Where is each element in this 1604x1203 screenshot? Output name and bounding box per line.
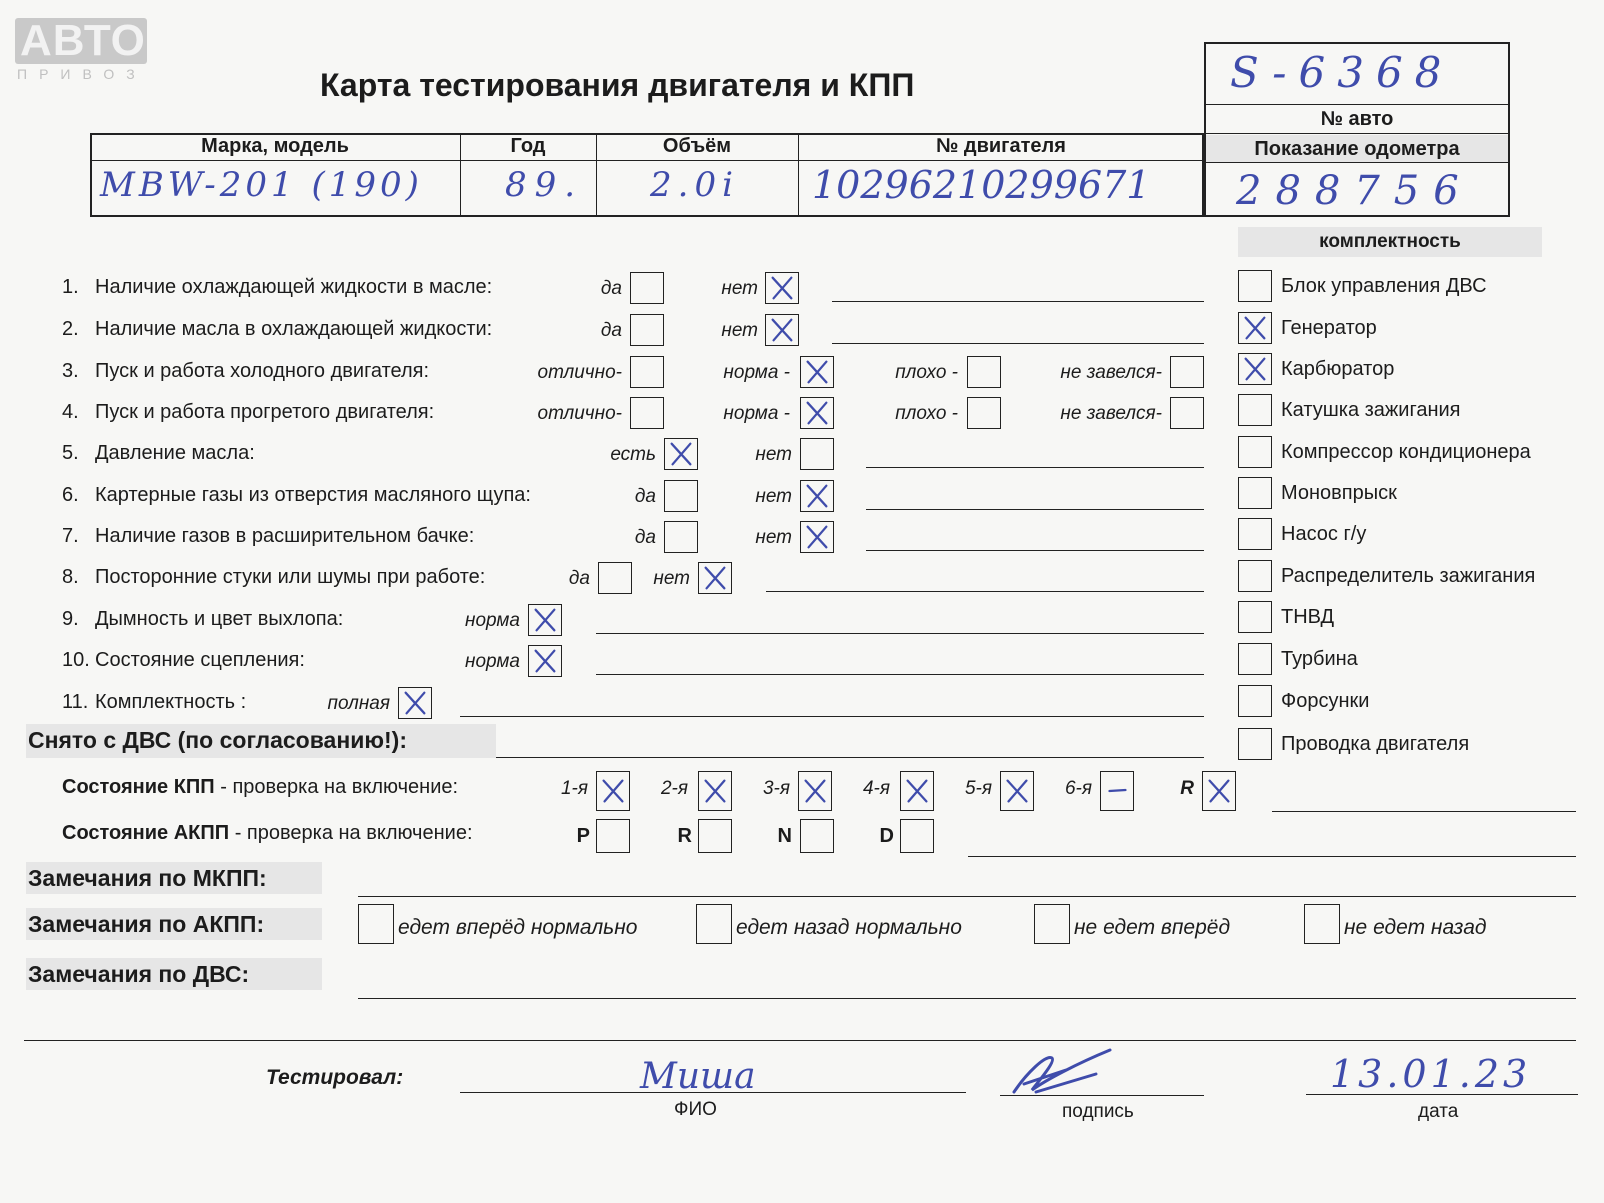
check-11-label: Комплектность : [95, 691, 247, 713]
check-2-notes-line [832, 343, 1204, 344]
check-4-checkbox[interactable] [800, 397, 834, 429]
check-4-option-label: норма - [723, 403, 790, 424]
col-header-year: Год [510, 135, 546, 157]
check-5-checkbox[interactable] [800, 438, 834, 470]
kpp-gear-checkbox[interactable] [1100, 771, 1134, 811]
check-3-label: Пуск и работа холодного двигателя: [95, 360, 430, 382]
check-11-number: 11. [62, 691, 89, 713]
akpp-remark-checkbox[interactable] [1034, 904, 1070, 944]
akpp-remark-option-label: не едет вперёд [1074, 916, 1231, 939]
akpp-remark-option-label: едет вперёд нормально [398, 916, 638, 939]
kit-item-label: Компрессор кондиционера [1281, 441, 1531, 463]
check-8-notes-line [766, 591, 1204, 592]
kit-item-label: Генератор [1281, 317, 1377, 339]
remarks-akpp-label: Замечания по АКПП: [28, 911, 265, 937]
akpp-mode-label: R [677, 825, 692, 847]
check-4-checkbox[interactable] [1170, 397, 1204, 429]
akpp-remark-checkbox[interactable] [696, 904, 732, 944]
kit-checkbox[interactable] [1238, 601, 1272, 633]
check-6-option-label: да [634, 486, 656, 507]
kpp-gear-label: 1-я [560, 778, 588, 799]
name-caption: ФИО [674, 1099, 717, 1120]
check-11-option-label: полная [327, 693, 390, 714]
check-7-checkbox[interactable] [664, 521, 698, 553]
check-6-checkbox[interactable] [664, 480, 698, 512]
kit-title: комплектность [1319, 231, 1461, 252]
kit-item-label: Турбина [1281, 648, 1358, 670]
check-3-option-label: не завелся- [1060, 362, 1162, 383]
year-value: 89. [505, 165, 584, 205]
remarks-mkpp-line [358, 896, 1576, 897]
kpp-gear-label: 3-я [762, 778, 790, 799]
check-1-checkbox[interactable] [765, 272, 799, 304]
check-6-checkbox[interactable] [800, 480, 834, 512]
kit-checkbox[interactable] [1238, 436, 1272, 468]
akpp-mode-checkbox[interactable] [800, 819, 834, 853]
check-3-option-label: норма - [723, 362, 790, 383]
check-4-label: Пуск и работа прогретого двигателя: [95, 401, 435, 423]
kit-checkbox[interactable] [1238, 270, 1272, 302]
kit-item-label: Насос г/у [1281, 523, 1367, 545]
kpp-gear-checkbox[interactable] [698, 771, 732, 811]
check-3-checkbox[interactable] [630, 356, 664, 388]
check-7-option-label: нет [755, 527, 792, 548]
kit-item-label: ТНВД [1281, 606, 1335, 628]
check-11-notes-line [460, 716, 1204, 717]
remarks-dvs-line [358, 998, 1576, 999]
check-2-label: Наличие масла в охлаждающей жидкости: [95, 318, 493, 340]
check-4-option-label: не завелся- [1060, 403, 1162, 424]
kpp-gear-checkbox[interactable] [798, 771, 832, 811]
col-header-engine-no: № двигателя [936, 135, 1066, 157]
check-3-number: 3. [62, 360, 79, 382]
check-3-option-label: отлично- [537, 362, 622, 383]
check-1-notes-line [832, 301, 1204, 302]
akpp-mode-label: D [879, 825, 894, 847]
check-8-checkbox[interactable] [698, 562, 732, 594]
akpp-mode-checkbox[interactable] [596, 819, 630, 853]
check-9-label: Дымность и цвет выхлопа: [95, 608, 344, 630]
kit-item-label: Катушка зажигания [1281, 399, 1461, 421]
check-10-checkbox[interactable] [528, 645, 562, 677]
check-5-option-label: есть [610, 444, 656, 465]
kit-item-label: Форсунки [1281, 690, 1370, 712]
check-3-checkbox[interactable] [967, 356, 1001, 388]
kit-item-label: Моновпрыск [1281, 482, 1397, 504]
akpp-mode-checkbox[interactable] [698, 819, 732, 853]
engine-no-value: 10296210299671 [812, 163, 1151, 207]
signature-caption: подпись [1062, 1101, 1134, 1122]
check-1-option-label: да [600, 278, 622, 299]
car-number-value: S-6368 [1230, 48, 1454, 97]
check-8-option-label: нет [653, 568, 690, 589]
check-2-checkbox[interactable] [630, 314, 664, 346]
check-5-option-label: нет [755, 444, 792, 465]
check-8-option-label: да [568, 568, 590, 589]
check-7-checkbox[interactable] [800, 521, 834, 553]
check-6-number: 6. [62, 484, 79, 506]
col-header-model: Марка, модель [201, 135, 349, 157]
check-5-number: 5. [62, 442, 79, 464]
check-6-label: Картерные газы из отверстия масляного щупа: [95, 484, 531, 506]
remarks-dvs-label: Замечания по ДВС: [28, 961, 250, 987]
volume-value: 2.0i [650, 165, 739, 205]
check-4-number: 4. [62, 401, 79, 423]
check-6-notes-line [866, 509, 1204, 510]
kit-checkbox[interactable] [1238, 394, 1272, 426]
akpp-mode-label: P [576, 825, 590, 847]
check-7-label: Наличие газов в расширительном бачке: [95, 525, 475, 547]
check-10-number: 10. [62, 649, 90, 671]
kpp-gear-checkbox[interactable] [900, 771, 934, 811]
check-8-number: 8. [62, 566, 79, 588]
check-7-number: 7. [62, 525, 79, 547]
removed-label: Снято с ДВС (по согласованию!): [28, 727, 407, 753]
check-10-notes-line [596, 674, 1204, 675]
check-10-option-label: норма [465, 651, 520, 672]
check-4-option-label: отлично- [537, 403, 622, 424]
tested-label: Тестировал: [266, 1066, 404, 1089]
check-2-option-label: нет [721, 320, 758, 341]
kit-item-label: Проводка двигателя [1281, 733, 1470, 755]
check-2-number: 2. [62, 318, 79, 340]
check-1-label: Наличие охлаждающей жидкости в масле: [95, 276, 493, 298]
odometer-value: 288756 [1236, 168, 1473, 214]
akpp-mode-checkbox[interactable] [900, 819, 934, 853]
kit-checkbox[interactable] [1238, 728, 1272, 760]
check-10-label: Состояние сцепления: [95, 649, 305, 671]
kpp-gear-label: 5-я [964, 778, 992, 799]
remarks-mkpp-label: Замечания по МКПП: [28, 865, 267, 891]
kpp-gear-checkbox[interactable] [596, 771, 630, 811]
akpp-remark-checkbox[interactable] [1304, 904, 1340, 944]
check-3-option-label: плохо - [895, 362, 958, 383]
check-4-checkbox[interactable] [967, 397, 1001, 429]
kit-checkbox[interactable] [1238, 312, 1272, 344]
form-title: Карта тестирования двигателя и КПП [320, 67, 915, 103]
check-2-checkbox[interactable] [765, 314, 799, 346]
check-11-checkbox[interactable] [398, 687, 432, 719]
check-9-checkbox[interactable] [528, 604, 562, 636]
date-caption: дата [1418, 1101, 1459, 1122]
kit-checkbox[interactable] [1238, 518, 1272, 550]
check-1-number: 1. [62, 276, 79, 298]
kit-checkbox[interactable] [1238, 353, 1272, 385]
akpp-remark-option-label: едет назад нормально [736, 916, 962, 939]
logo-text: АВТО [20, 16, 146, 65]
kpp-gear-label: 6-я [1064, 778, 1092, 799]
kpp-gear-label: 4-я [862, 778, 890, 799]
check-6-option-label: нет [755, 486, 792, 507]
kit-checkbox[interactable] [1238, 643, 1272, 675]
check-2-option-label: да [600, 320, 622, 341]
akpp-label: Состояние АКПП - проверка на включение: [62, 822, 473, 844]
kit-checkbox[interactable] [1238, 685, 1272, 717]
kit-item-label: Блок управления ДВС [1281, 275, 1487, 297]
check-3-checkbox[interactable] [800, 356, 834, 388]
check-4-option-label: плохо - [895, 403, 958, 424]
col-header-volume: Объём [662, 135, 732, 157]
check-8-checkbox[interactable] [598, 562, 632, 594]
check-7-option-label: да [634, 527, 656, 548]
check-9-option-label: норма [465, 610, 520, 631]
kit-checkbox[interactable] [1238, 560, 1272, 592]
date-value: 13.01.23 [1330, 1052, 1532, 1096]
akpp-remark-checkbox[interactable] [358, 904, 394, 944]
signature-image [1006, 1044, 1122, 1100]
check-9-number: 9. [62, 608, 79, 630]
check-5-notes-line [866, 467, 1204, 468]
car-number-label: № авто [1320, 108, 1394, 130]
akpp-mode-label: N [777, 825, 792, 847]
akpp-remark-option-label: не едет назад [1344, 916, 1487, 939]
kpp-gear-label: R [1180, 778, 1194, 799]
kpp-gear-checkbox[interactable] [1202, 771, 1236, 811]
check-5-checkbox[interactable] [664, 438, 698, 470]
kpp-gear-label: 2-я [660, 778, 688, 799]
model-value: MBW-201 (190) [100, 165, 423, 205]
check-9-notes-line [596, 633, 1204, 634]
check-1-checkbox[interactable] [630, 272, 664, 304]
tester-name-value: Миша [640, 1056, 756, 1097]
odometer-label: Показание одометра [1254, 138, 1460, 160]
check-3-checkbox[interactable] [1170, 356, 1204, 388]
logo-subtext: ПРИВОЗ [17, 66, 147, 82]
kpp-label: Состояние КПП - проверка на включение: [62, 776, 459, 798]
check-4-checkbox[interactable] [630, 397, 664, 429]
check-5-label: Давление масла: [95, 442, 255, 464]
kpp-gear-checkbox[interactable] [1000, 771, 1034, 811]
kit-item-label: Карбюратор [1281, 358, 1395, 380]
kit-checkbox[interactable] [1238, 477, 1272, 509]
kit-item-label: Распределитель зажигания [1281, 565, 1536, 587]
check-1-option-label: нет [721, 278, 758, 299]
check-8-label: Посторонние стуки или шумы при работе: [95, 566, 486, 588]
check-7-notes-line [866, 550, 1204, 551]
